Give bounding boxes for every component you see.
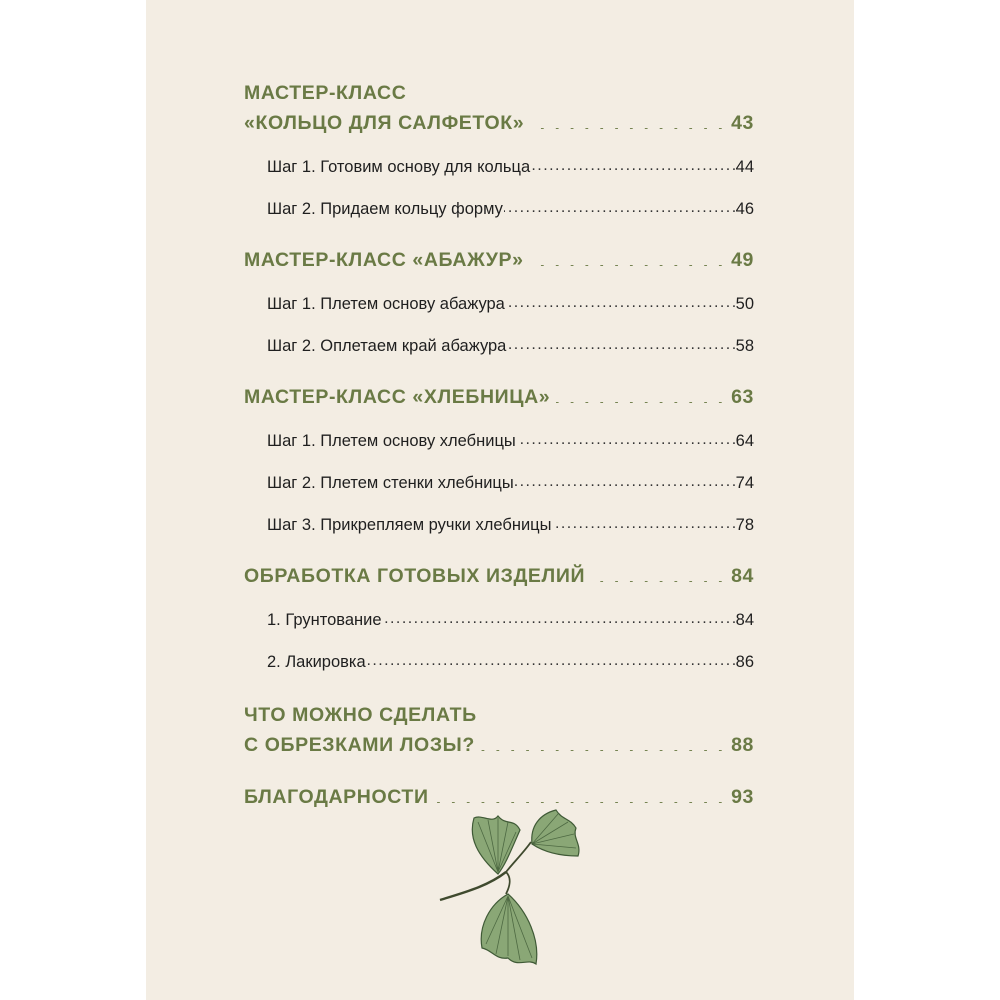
section-title: С ОБРЕЗКАМИ ЛОЗЫ? (244, 734, 475, 756)
dot-leader (435, 784, 726, 804)
page-number: 63 (731, 386, 754, 408)
entry-label: Шаг 2. Придаем кольцу форму (267, 200, 503, 218)
dot-leader (367, 651, 735, 667)
entry-label: Шаг 3. Прикрепляем ручки хлебницы (267, 516, 552, 534)
dot-leader (481, 732, 725, 752)
dot-leader (531, 156, 734, 172)
toc-section (244, 382, 754, 535)
entry-label: 1. Грунтование (267, 611, 382, 629)
dot-leader (553, 514, 735, 530)
toc-section-heading[interactable] (244, 108, 754, 138)
page-number: 49 (731, 249, 754, 271)
section-title-line: ЧТО МОЖНО СДЕЛАТЬ (244, 704, 477, 726)
entry-label: 2. Лакировка (267, 653, 366, 671)
page-number: 50 (735, 295, 754, 313)
ginkgo-leaf-icon (436, 808, 586, 978)
toc-entry[interactable] (244, 293, 754, 314)
toc-entry[interactable] (244, 651, 754, 672)
page-number: 88 (731, 734, 754, 756)
section-title: МАСТЕР-КЛАСС «ХЛЕБНИЦА» (244, 386, 551, 408)
page-number: 44 (735, 158, 754, 176)
page-number: 46 (735, 200, 754, 218)
toc-section-heading[interactable] (244, 730, 754, 760)
toc-entry[interactable] (244, 335, 754, 356)
page-number: 58 (735, 337, 754, 355)
page-number: 84 (735, 611, 754, 629)
dot-leader (556, 384, 725, 404)
dot-leader (504, 198, 735, 214)
toc-section-heading[interactable] (244, 382, 754, 412)
toc-entry[interactable] (244, 609, 754, 630)
toc-section (244, 78, 754, 219)
dot-leader (517, 430, 735, 446)
entry-label: Шаг 1. Плетем основу хлебницы (267, 432, 516, 450)
toc-entry[interactable] (244, 430, 754, 451)
entry-label: Шаг 2. Плетем стенки хлебницы (267, 474, 514, 492)
section-title: МАСТЕР-КЛАСС «АБАЖУР» (244, 249, 524, 271)
toc-entry[interactable] (244, 472, 754, 493)
dot-leader (591, 563, 725, 583)
dot-leader (383, 609, 735, 625)
dot-leader (507, 335, 734, 351)
toc-entry[interactable] (244, 156, 754, 177)
toc-section (244, 700, 754, 760)
table-of-contents (244, 78, 754, 812)
section-title: «КОЛЬЦО ДЛЯ САЛФЕТОК» (244, 112, 525, 134)
dot-leader (530, 247, 726, 267)
page-number: 64 (735, 432, 754, 450)
toc-entry[interactable] (244, 514, 754, 535)
page-number: 93 (731, 786, 754, 808)
section-title: ОБРАБОТКА ГОТОВЫХ ИЗДЕЛИЙ (244, 565, 586, 587)
section-title-line: МАСТЕР-КЛАСС (244, 82, 407, 104)
page-number: 84 (731, 565, 754, 587)
page-number: 78 (735, 516, 754, 534)
toc-section-heading[interactable] (244, 561, 754, 591)
toc-entry[interactable] (244, 198, 754, 219)
toc-section (244, 561, 754, 672)
page-number: 86 (735, 653, 754, 671)
toc-section (244, 245, 754, 356)
dot-leader (506, 293, 735, 309)
entry-label: Шаг 1. Плетем основу абажура (267, 295, 505, 313)
toc-section-heading[interactable] (244, 245, 754, 275)
dot-leader (515, 472, 735, 488)
dot-leader (530, 110, 725, 130)
page-number: 43 (731, 112, 754, 134)
entry-label: Шаг 2. Оплетаем край абажура (267, 337, 507, 355)
page-number: 74 (735, 474, 754, 492)
entry-label: Шаг 1. Готовим основу для кольца (267, 158, 531, 176)
section-title: БЛАГОДАРНОСТИ (244, 786, 429, 808)
